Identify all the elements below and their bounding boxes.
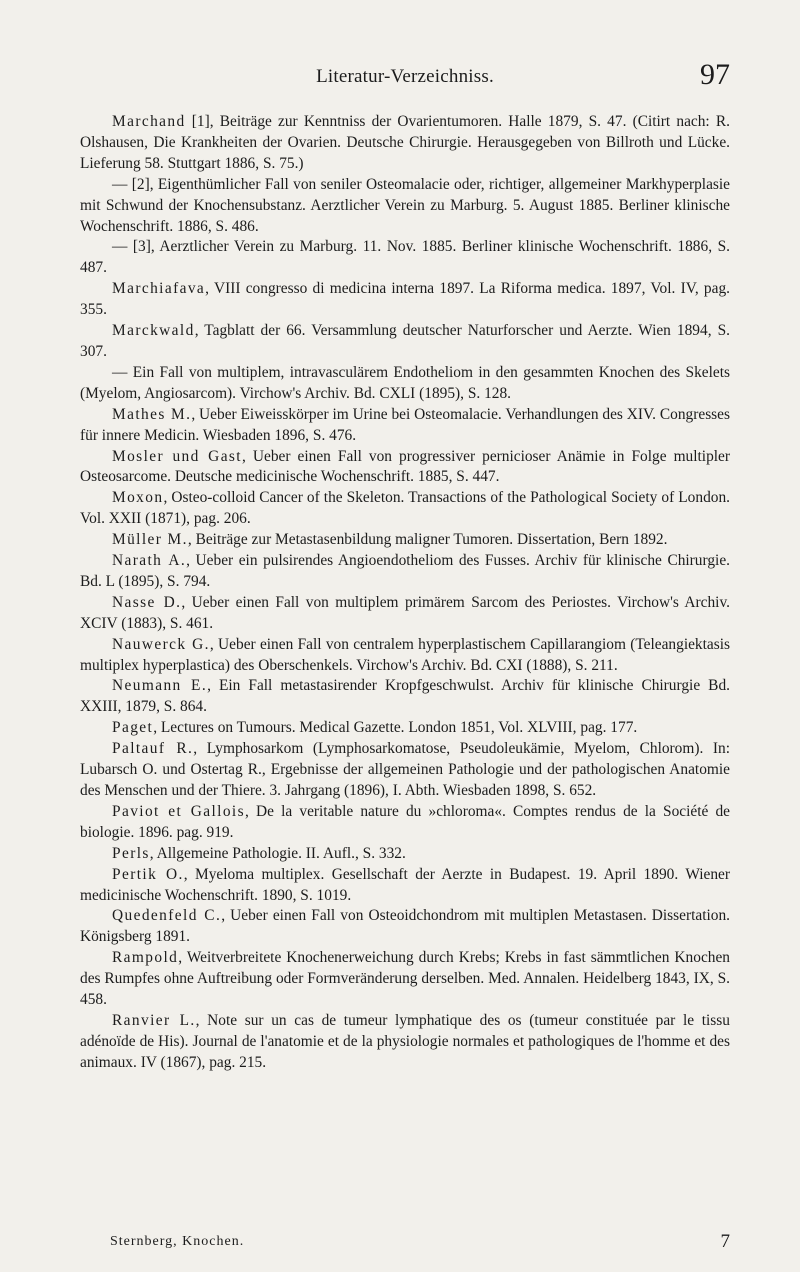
reference-entry [80,906,730,948]
reference-entry [80,237,730,279]
reference-entry [80,175,730,238]
reference-entry [80,676,730,718]
reference-author: Mosler und Gast [112,447,242,465]
reference-text: , Ueber einen Fall von multiplem primärem Sarcom des Periostes. Virchow's Archiv. XCIV (1883), S. 461. [80,593,730,632]
reference-author: Marckwald [112,322,195,340]
reference-entry [80,635,730,677]
reference-text: , Allgemeine Pathologie. II. Aufl., S. 332. [149,844,406,862]
reference-text: , Tagblatt der 66. Versammlung deutscher Naturforscher und Aerzte. Wien 1894, S. 307. [80,322,730,360]
reference-list [80,112,730,1074]
reference-text: — Ein Fall von multiplem, intravasculärem Endotheliom in den gesammten Knochen des Skelets (Myelom, Angiosarcom). Virchow's Archiv. Bd. CXLI (1895), S. 128. [80,363,730,402]
reference-author: Marchiafava [112,280,206,298]
reference-text: , Ueber ein pulsirendes Angioendotheliom des Fusses. Archiv für klinische Chirurgie. Bd. L (1895), S. 794. [80,552,731,590]
reference-entry [80,844,730,865]
reference-text: , Ueber Eiweisskörper im Urine bei Osteomalacie. Verhandlungen des XIV. Congresses für innere Medicin. Wiesbaden 1896, S. 476. [80,405,730,444]
reference-entry [80,530,730,551]
page-header [80,60,730,100]
printer-signature: Sternberg, Knochen. [110,1234,245,1249]
reference-author: Nasse D. [112,593,182,611]
running-title: Literatur-Verzeichniss. [316,66,494,87]
reference-entry [80,488,730,530]
reference-author: Paget [112,719,154,737]
reference-text: , VIII congresso di medicina interna 1897. La Riforma medica. 1897, Vol. IV, pag. 355. [80,280,730,319]
reference-entry [80,321,730,363]
signature-number: 7 [720,1231,730,1252]
reference-entry [80,279,730,321]
reference-text: , Lectures on Tumours. Medical Gazette. London 1851, Vol. XLVIII, pag. 177. [153,719,638,737]
reference-text: , Ueber einen Fall von centralem hyperplastischem Capillarangiom (Teleangiektasis multiplex hyperplastica) des Oberschenkels. Virchow's Archiv. Bd. CXI (1888), S. 211. [80,635,730,674]
reference-author: Mathes M. [112,405,192,423]
reference-entry [80,739,730,802]
reference-author: Quedenfeld C. [112,907,222,925]
reference-entry [80,948,730,1011]
reference-text: , Ueber einen Fall von Osteoidchondrom mit multiplen Metastasen. Dissertation. Königsberg 1891. [80,907,730,946]
reference-text: , Beiträge zur Metastasenbildung maligner Tumoren. Dissertation, Bern 1892. [187,531,668,549]
reference-author: Müller M. [112,531,188,549]
reference-entry [80,865,730,907]
reference-author: Rampold [112,949,179,967]
reference-author: Nauwerck G. [112,635,210,653]
reference-entry [80,1011,730,1074]
reference-text: , Weitverbreitete Knochenerweichung durch Krebs; Krebs in fast sämmtlichen Knochen des Rumpfes ohne Auftreibung oder Formveränderung derselben. Med. Annalen. Heidelberg 1843, IX, S. 458. [80,949,730,1009]
reference-text: , Ein Fall metastasirender Kropfgeschwulst. Archiv für klinische Chirurgie Bd. XXIII, 1879, S. 864. [80,677,730,716]
reference-author: Marchand [112,113,186,130]
reference-text: , De la veritable nature du »chloroma«. Comptes rendus de la Société de biologie. 1896. pag. 919. [80,802,730,841]
page-footer [110,1231,730,1258]
reference-author: Neumann E. [112,677,208,695]
reference-author: Moxon [112,489,164,507]
reference-entry [80,363,730,405]
reference-entry [80,447,730,489]
reference-entry [80,802,730,844]
reference-author: Ranvier L. [112,1011,196,1029]
reference-text: , Lymphosarkom (Lymphosarkomatose, Pseudoleukämie, Myelom, Chlorom). In: Lubarsch O. und Ostertag R., Ergebnisse der allgemeinen Pathologie und der pathologischen Anatomie des Menschen und der Thiere. 3. Jahrgang (1896), I. Abth. Wiesbaden 1898, S. 652. [80,740,730,799]
reference-author: Paltauf R. [112,740,194,758]
reference-text: [1], Beiträge zur Kenntniss der Ovarientumoren. Halle 1879, S. 47. (Citirt nach: R. Olshausen, Die Krankheiten der Ovarien. Deutsche Chirurgie. Herausgegeben von Billroth und Lücke. Lieferung 58. Stuttgart 1886, S. 75.) [80,113,730,172]
reference-text: , Osteo-colloid Cancer of the Skeleton. Transactions of the Pathological Society of London. Vol. XXII (1871), pag. 206. [80,489,730,528]
reference-author: Pertik O. [112,865,184,883]
reference-text: , Ueber einen Fall von progressiver pernicioser Anämie in Folge multipler Osteosarcome. Deutsche medicinische Wochenschrift. 1885, S. 447. [80,447,730,486]
reference-text: — [3], Aerztlicher Verein zu Marburg. 11. Nov. 1885. Berliner klinische Wochenschrift. 1886, S. 487. [80,238,730,277]
reference-text: — [2], Eigenthümlicher Fall von seniler Osteomalacie oder, richtiger, allgemeiner Markhyperplasie mit Schwund der Knochensubstanz. Aerztlicher Verein zu Marburg. 5. August 1885. Berliner klinische Wochenschrift. 1886, S. 486. [80,175,730,235]
reference-author: Narath A. [112,552,187,570]
reference-author: Perls [112,844,150,862]
reference-text: , Note sur un cas de tumeur lymphatique des os (tumeur constituée par le tissu adénoïde de His). Journal de l'anatomie et de la physiologie normales et pathologiques de l'homme et des animaux. IV (1867), pag. 215. [80,1011,730,1071]
reference-text: , Myeloma multiplex. Gesellschaft der Aerzte in Budapest. 19. April 1890. Wiener medicinische Wochenschrift. 1890, S. 1019. [80,865,730,904]
reference-entry [80,551,730,593]
reference-entry [80,718,730,739]
reference-entry [80,593,730,635]
page-number: 97 [700,58,730,91]
reference-entry [80,112,730,175]
reference-author: Paviot et Gallois [112,802,246,820]
reference-entry [80,405,730,447]
